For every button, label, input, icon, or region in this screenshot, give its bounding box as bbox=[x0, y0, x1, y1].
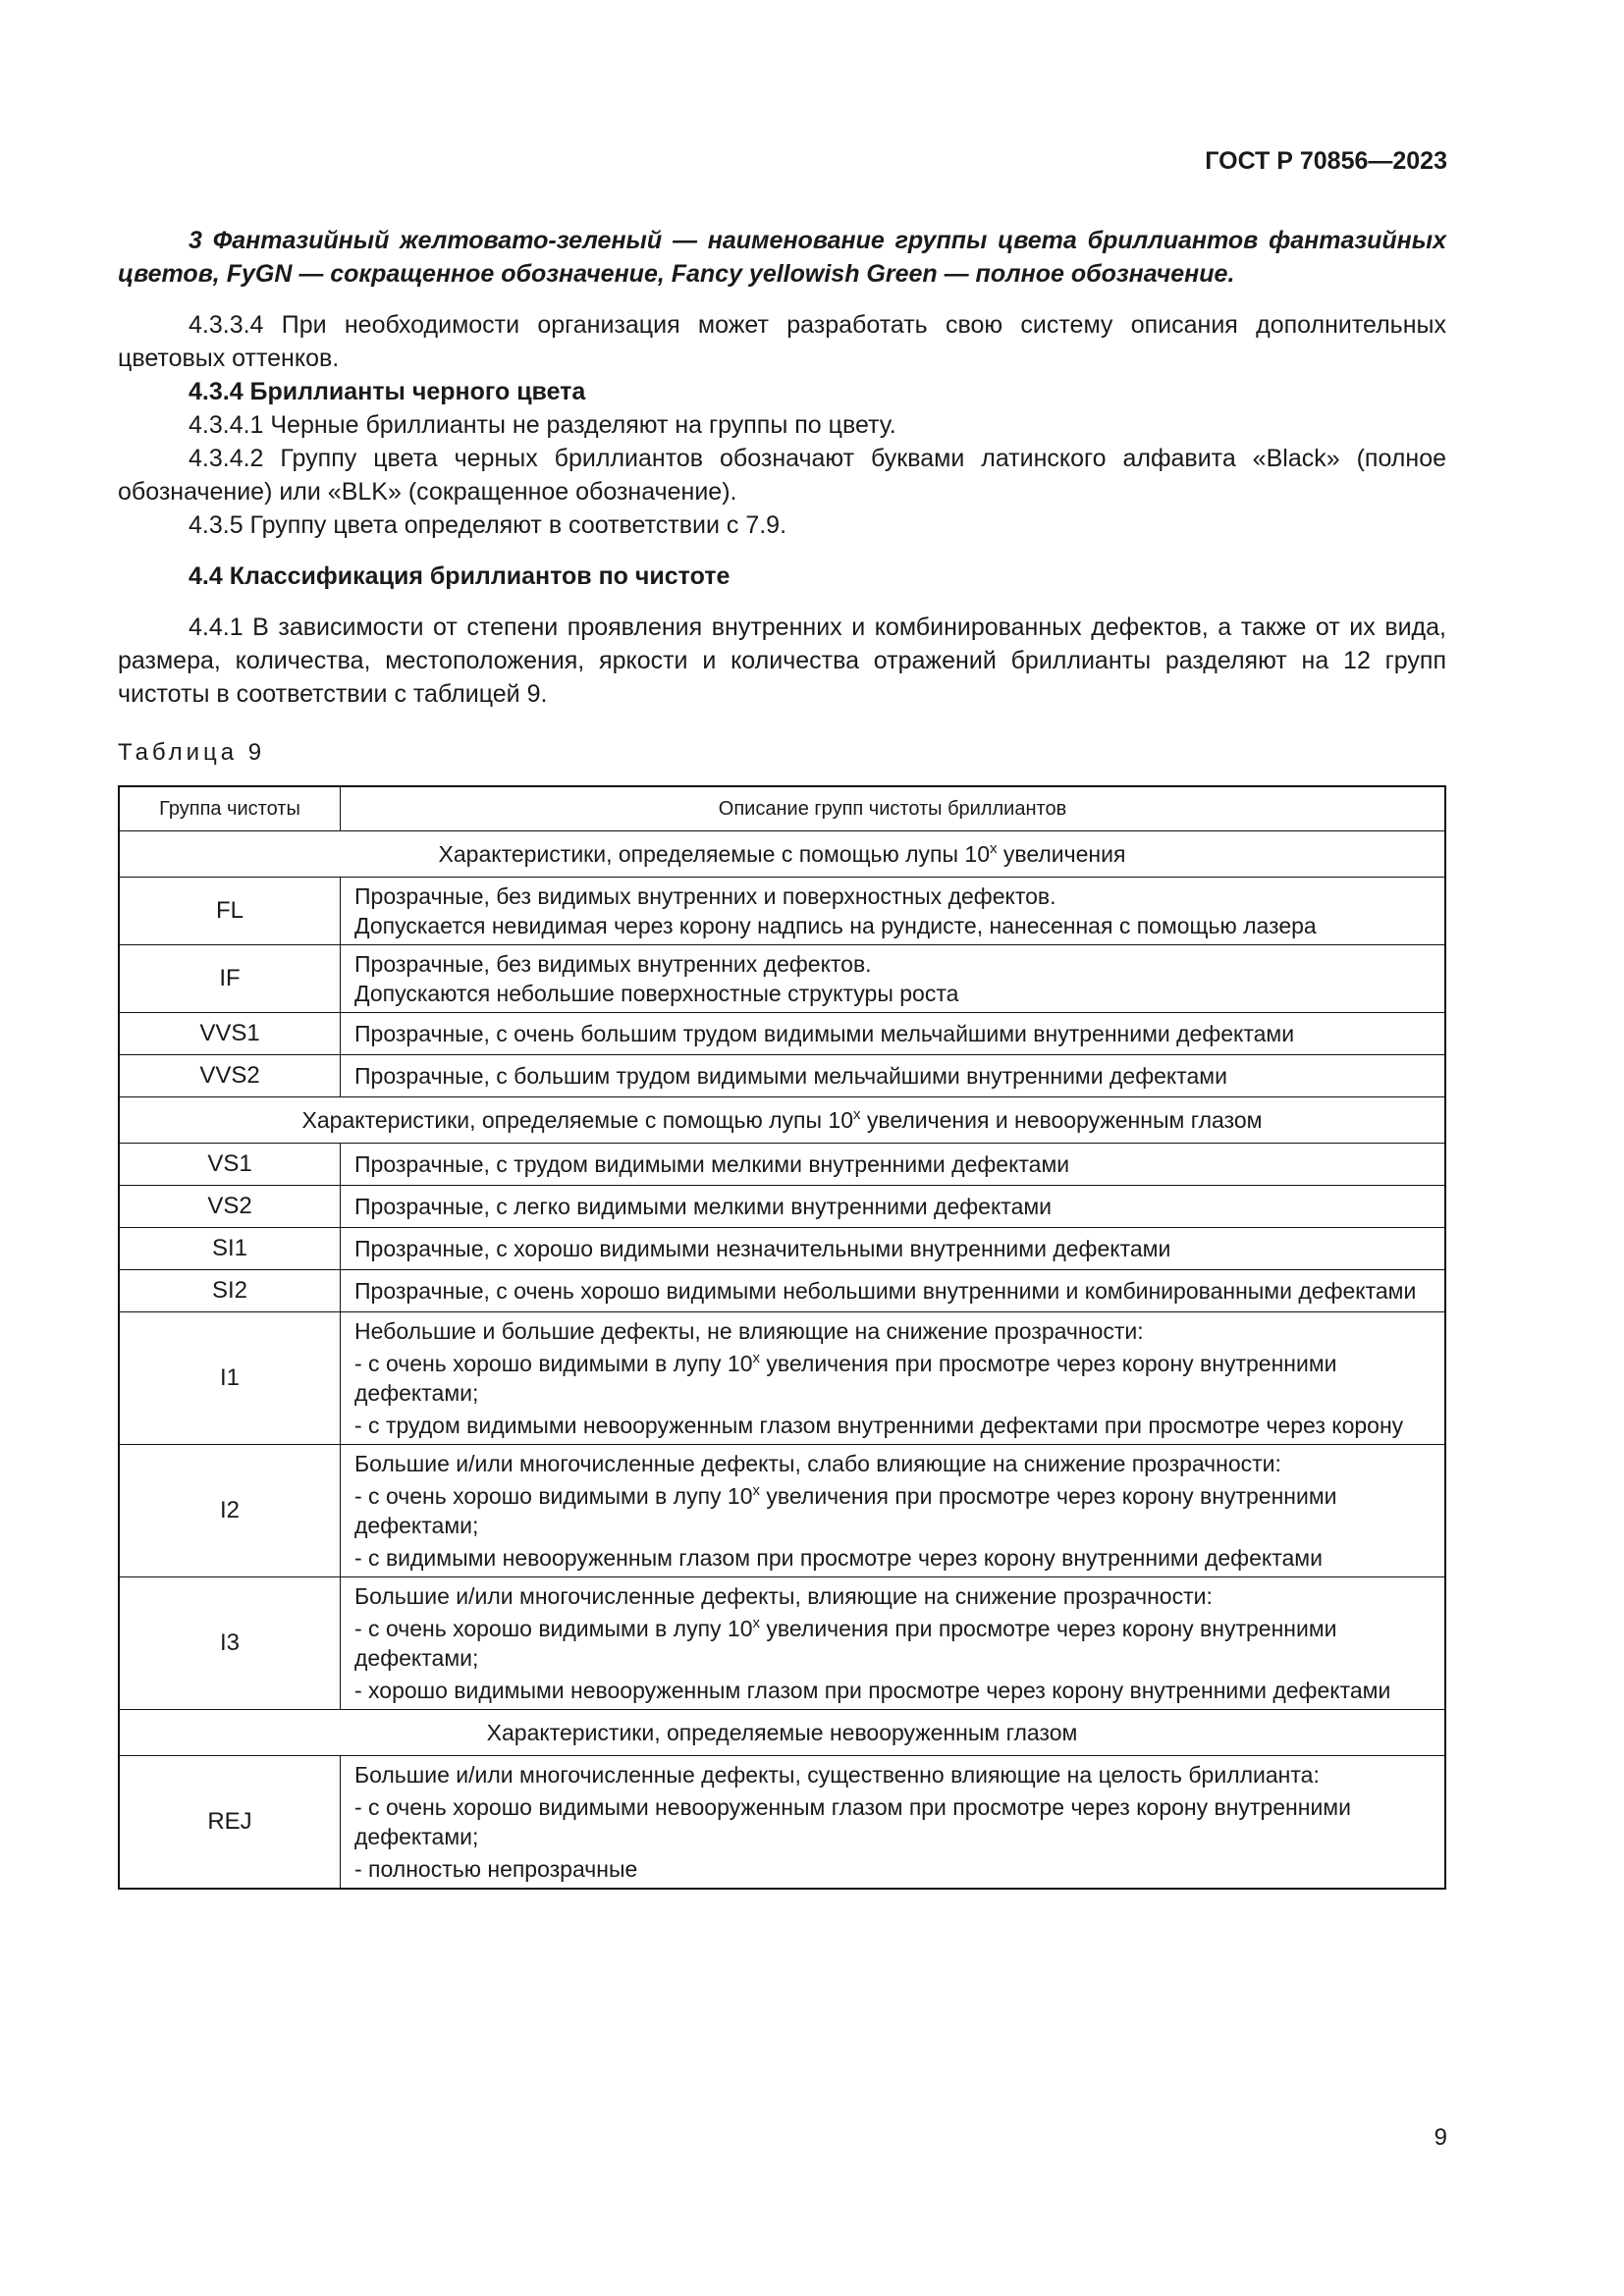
paragraph-4-4-1: 4.4.1 В зависимости от степени проявления внутренних и комбинированных дефектов, а также от их вида, размера, количества, местоположения, яркости и количества отражений бриллианты разделяют на 12 групп чистоты в соответствии с таблицей 9. bbox=[118, 614, 1446, 708]
group-cell: SI2 bbox=[119, 1270, 341, 1312]
group-cell: VS1 bbox=[119, 1144, 341, 1186]
group-cell: I1 bbox=[119, 1312, 341, 1445]
description-cell: Прозрачные, с очень большим трудом видимыми мельчайшими внутренними дефектами bbox=[341, 1013, 1446, 1055]
group-cell: SI1 bbox=[119, 1228, 341, 1270]
page-content bbox=[118, 224, 1446, 1890]
paragraph-4-3-4-2: 4.3.4.2 Группу цвета черных бриллиантов обозначают буквами латинского алфавита «Black» (полное обозначение) или «BLK» (сокращенное обозначение). bbox=[118, 445, 1446, 506]
description-cell: Большие и/или многочисленные дефекты, слабо влияющие на снижение прозрачности: - с очень хорошо видимыми в лупу 10$^x$ увеличения при просмотре через корону внутренними дефектами; - с видимыми невооруженным глазом при просмотре через корону внутренними дефектами bbox=[341, 1445, 1446, 1577]
section-title-naked-eye: Характеристики, определяемые невооруженным глазом bbox=[119, 1710, 1445, 1756]
group-cell: REJ bbox=[119, 1756, 341, 1890]
table-row bbox=[119, 1445, 1445, 1577]
group-cell: I2 bbox=[119, 1445, 341, 1577]
table-row bbox=[119, 1312, 1445, 1445]
section-title-loupe: Характеристики, определяемые с помощью лупы 10$^x$ увеличения bbox=[119, 831, 1445, 878]
section-title-loupe-and-eye: Характеристики, определяемые с помощью лупы 10$^x$ увеличения и невооруженным глазом bbox=[119, 1097, 1445, 1144]
description-cell: Большие и/или многочисленные дефекты, влияющие на снижение прозрачности: - с очень хорошо видимыми в лупу 10$^x$ увеличения при просмотре через корону внутренними дефектами; - хорошо видимыми невооруженным глазом при просмотре через корону внутренними дефектами bbox=[341, 1577, 1446, 1710]
group-cell: VS2 bbox=[119, 1186, 341, 1228]
table-caption: Таблица 9 bbox=[118, 739, 266, 766]
paragraph-4-3-4-1: 4.3.4.1 Черные бриллианты не разделяют на группы по цвету. bbox=[189, 411, 896, 439]
group-cell: I3 bbox=[119, 1577, 341, 1710]
section-row bbox=[119, 831, 1445, 878]
table-row bbox=[119, 878, 1445, 945]
description-cell: Большие и/или многочисленные дефекты, существенно влияющие на целость бриллианта: - с очень хорошо видимыми невооруженным глазом при просмотре через корону внутренними дефектами; - полностью непрозрачные bbox=[341, 1756, 1446, 1890]
table-row bbox=[119, 1756, 1445, 1890]
table-header-row bbox=[119, 786, 1445, 831]
heading-4-4: 4.4 Классификация бриллиантов по чистоте bbox=[189, 562, 731, 590]
description-cell: Прозрачные, без видимых внутренних и поверхностных дефектов. Допускается невидимая через корону надпись на рундисте, нанесенная с помощью лазера bbox=[341, 878, 1446, 945]
description-cell: Прозрачные, без видимых внутренних дефектов. Допускаются небольшие поверхностные структуры роста bbox=[341, 945, 1446, 1013]
description-cell: Прозрачные, с большим трудом видимыми мельчайшими внутренними дефектами bbox=[341, 1055, 1446, 1097]
group-cell: VVS1 bbox=[119, 1013, 341, 1055]
group-cell: VVS2 bbox=[119, 1055, 341, 1097]
description-cell: Прозрачные, с легко видимыми мелкими внутренними дефектами bbox=[341, 1186, 1446, 1228]
heading-4-3-4: 4.3.4 Бриллианты черного цвета bbox=[189, 378, 586, 405]
description-cell: Прозрачные, с хорошо видимыми незначительными внутренними дефектами bbox=[341, 1228, 1446, 1270]
group-cell: IF bbox=[119, 945, 341, 1013]
table-row bbox=[119, 1228, 1445, 1270]
table-row bbox=[119, 1577, 1445, 1710]
section-row bbox=[119, 1097, 1445, 1144]
column-header-description: Описание групп чистоты бриллиантов bbox=[341, 786, 1446, 831]
description-cell: Небольшие и большие дефекты, не влияющие на снижение прозрачности: - с очень хорошо видимыми в лупу 10$^x$ увеличения при просмотре через корону внутренними дефектами; - с трудом видимыми невооруженным глазом внутренними дефектами при просмотре через корону bbox=[341, 1312, 1446, 1445]
note-3: 3 Фантазийный желтовато-зеленый — наименование группы цвета бриллиантов фантазийных цветов, FyGN — сокращенное обозначение, Fancy yellowish Green — полное обозначение. bbox=[118, 227, 1446, 288]
page-number: 9 bbox=[1434, 2124, 1447, 2151]
table-row bbox=[119, 1055, 1445, 1097]
standard-designation: ГОСТ Р 70856—2023 bbox=[1205, 147, 1447, 175]
table-row bbox=[119, 1144, 1445, 1186]
clarity-table bbox=[118, 785, 1446, 1890]
section-row bbox=[119, 1710, 1445, 1756]
description-cell: Прозрачные, с очень хорошо видимыми небольшими внутренними и комбинированными дефектами bbox=[341, 1270, 1446, 1312]
group-cell: FL bbox=[119, 878, 341, 945]
table-row bbox=[119, 1013, 1445, 1055]
description-cell: Прозрачные, с трудом видимыми мелкими внутренними дефектами bbox=[341, 1144, 1446, 1186]
table-row bbox=[119, 1186, 1445, 1228]
paragraph-4-3-3-4: 4.3.3.4 При необходимости организация может разработать свою систему описания дополнительных цветовых оттенков. bbox=[118, 311, 1446, 372]
table-row bbox=[119, 945, 1445, 1013]
column-header-group: Группа чистоты bbox=[119, 786, 341, 831]
paragraph-4-3-5: 4.3.5 Группу цвета определяют в соответствии с 7.9. bbox=[189, 511, 787, 539]
table-row bbox=[119, 1270, 1445, 1312]
